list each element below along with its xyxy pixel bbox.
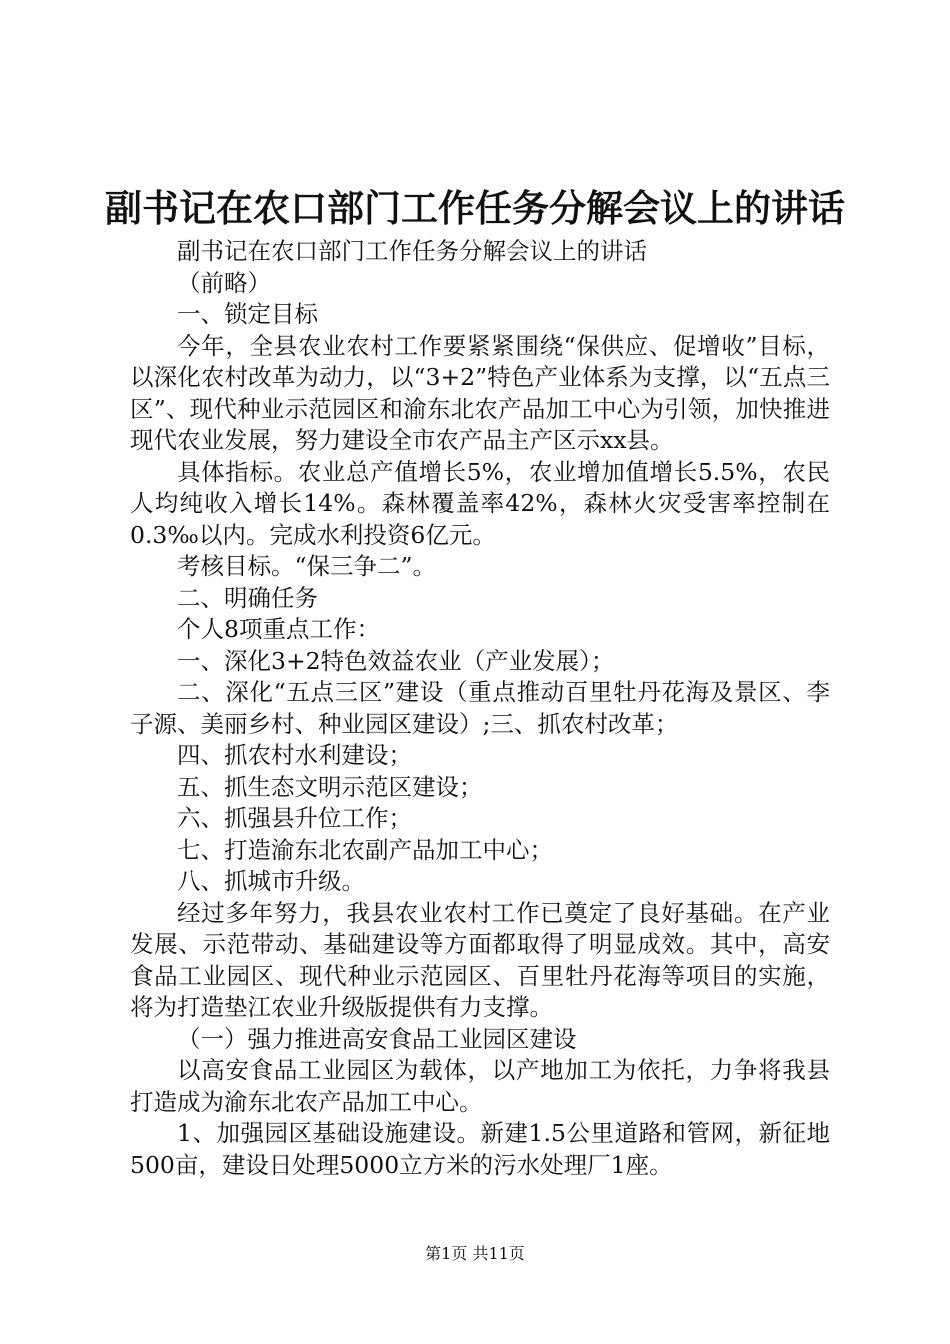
list-item: 二、深化“五点三区”建设（重点推动百里牡丹花海及景区、李子源、美丽乡村、种业园区建设）;三、抓农村改革； [130, 678, 830, 738]
list-item: 一、深化3+2特色效益农业（产业发展）； [177, 646, 615, 675]
heading-subsection-1: （一）强力推进高安食品工业园区建设 [177, 1024, 577, 1053]
document-body [130, 236, 830, 1181]
paragraph-subtitle: 副书记在农口部门工作任务分解会议上的讲话 [177, 237, 647, 265]
list-item: 四、抓农村水利建设； [177, 741, 412, 769]
paragraph-indicators: 具体指标。农业总产值增长5%，农业增加值增长5.5%，农民人均纯收入增长14%。森林覆盖率42%，森林火灾受害率控制在0.3‰以内。完成水利投资6亿元。 [130, 457, 830, 549]
document-title: 副书记在农口部门工作任务分解会议上的讲话 [105, 186, 845, 230]
paragraph-preface: （前略） [177, 268, 271, 297]
paragraph-goal: 今年，全县农业农村工作要紧紧围绕“保供应、促增收”目标，以深化农村改革为动力，以“3+2”特色产业体系为支撑，以“五点三区”、现代种业示范园区和渝东北农产品加工中心为引领，加快推进现代农业发展，努力建设全市农产品主产区示xx县。 [130, 331, 830, 454]
paragraph-key-work: 个人8项重点工作： [177, 615, 380, 643]
list-item: 六、抓强县升位工作； [177, 804, 412, 832]
page-number: 第1页 共11页 [425, 1244, 525, 1263]
list-item: 七、打造渝东北农副产品加工中心； [177, 835, 553, 864]
paragraph-foundation: 经过多年努力，我县农业农村工作已奠定了良好基础。在产业发展、示范带动、基础建设等方面都取得了明显成效。其中，高安食品工业园区、现代种业示范园区、百里牡丹花海等项目的实施，将为打造垫江农业升级版提供有力支撑。 [130, 898, 830, 1021]
paragraph-assessment: 考核目标。“保三争二”。 [177, 552, 437, 580]
paragraph-infrastructure: 1、加强园区基础设施建设。新建1.5公里道路和管网，新征地500亩，建设日处理5000立方米的污水处理厂1座。 [130, 1119, 830, 1179]
heading-section-1: 一、锁定目标 [177, 300, 318, 328]
paragraph-park-goal: 以高安食品工业园区为载体，以产地加工为依托，力争将我县打造成为渝东北农产品加工中心。 [130, 1056, 830, 1116]
heading-section-2: 二、明确任务 [177, 583, 318, 612]
list-item: 五、抓生态文明示范区建设； [177, 772, 483, 801]
list-item: 八、抓城市升级。 [177, 867, 365, 895]
